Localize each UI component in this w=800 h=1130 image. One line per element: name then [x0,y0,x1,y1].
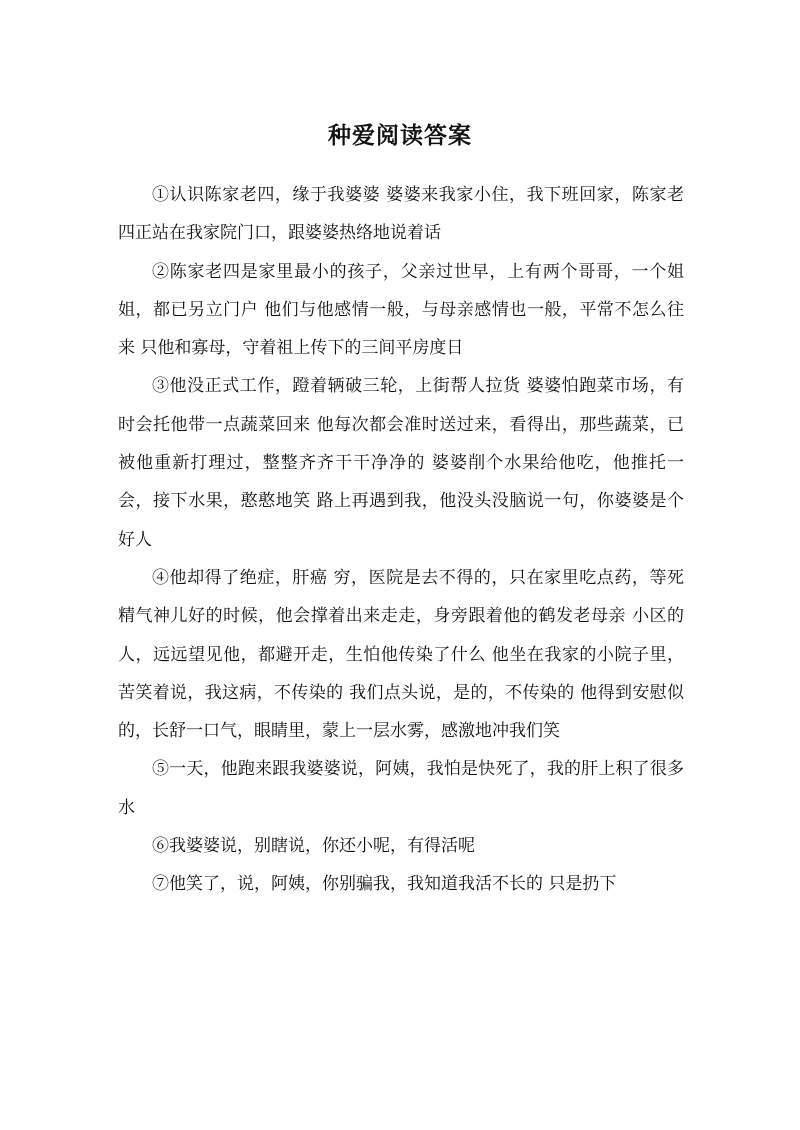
paragraph-5: ⑤一天，他跑来跟我婆婆说，阿姨，我怕是快死了，我的肝上积了很多水 [118,759,684,818]
paragraph-7: ⑦他笑了，说，阿姨，你别骗我，我知道我活不长的 只是扔下 [152,874,617,895]
document-title: 种爱阅读答案 [328,122,472,149]
paragraph-4: ④他却得了绝症，肝癌 穷，医院是去不得的，只在家里吃点药，等死 精气神儿好的时候，他会撑着出来走走，身旁跟着他的鹤发老母亲 小区的人，远远望见他，都避开走，生怕他传染了什么 他坐在我家的小院子里，苦笑着说，我这病，不传染的 我们点头说，是的，不传染的 他得到安慰似的，长舒一口气，眼睛里，蒙上一层水雾，感激地冲我们笑 [118,567,684,742]
paragraph-1: ①认识陈家老四，缘于我婆婆 婆婆来我家小住，我下班回家，陈家老四正站在我家院门口，跟婆婆热络地说着话 [118,185,684,244]
document-body [118,176,684,904]
paragraph-6: ⑥我婆婆说，别瞎说，你还小呢，有得活呢 [152,836,475,857]
paragraph-3: ③他没正式工作，蹬着辆破三轮，上街帮人拉货 婆婆怕跑菜市场，有时会托他带一点蔬菜回来 他每次都会准时送过来，看得出，那些蔬菜，已被他重新打理过，整整齐齐干干净净的 婆婆削个水果给他吃，他推托一会，接下水果，憨憨地笑 路上再遇到我，他没头没脑说一句，你婆婆是个好人 [118,376,684,550]
paragraph-2: ②陈家老四是家里最小的孩子，父亲过世早，上有两个哥哥，一个姐姐，都已另立门户 他们与他感情一般，与母亲感情也一般，平常不怎么往来 只他和寡母，守着祖上传下的三间平房度日 [118,261,684,359]
